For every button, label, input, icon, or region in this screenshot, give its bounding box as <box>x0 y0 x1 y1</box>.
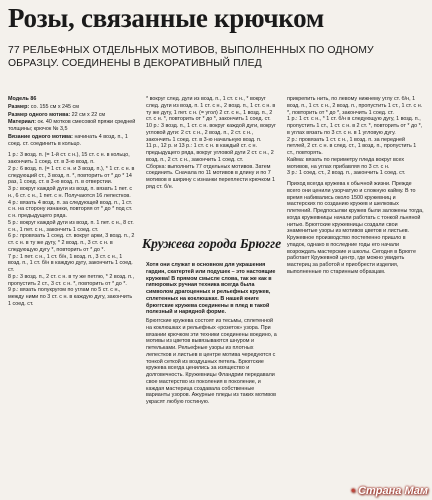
pattern-row: 6 р.: провязать 1 соед. ст. вокруг арки, 3 возд. п., 2 ст. с н. в ту же дугу, * 2 возд. п., 3 ст. с н. в следующую дугу *, повторить от * до *. <box>8 233 135 253</box>
pattern-row: 8 р.: 3 возд. п., 2 ст. с н. в ту же петлю, * 2 возд. п., пропустить 2 ст., 3 ст. с н. *, повторить от * до *. <box>8 273 135 287</box>
section-title-bruges: Кружева города Брюгге <box>142 236 282 251</box>
section-body: Брюггские кружева состоят из тесьмы, сплетенной на коклюшках и рельефных «розеток» узора. При вязании крючком эти техники соединены воедино, а мотивы из цветов вывязываются шнуром и петельками. Рельефные узоры из плотных лепестков и листьев в центре мотива чередуются с тонкой сеткой из воздушных петель. Брюггские кружева всегда ценились за изящество и долговечность. Кружевницы Фландрии передавали свое мастерство из поколения в поколение, и каждая мастерица создавала собственные варианты узоров. Ажурные пледы из таких мотивов украсят любую гостиную. <box>146 318 277 405</box>
page-title: Розы, связанные крючком <box>8 3 324 33</box>
pattern-row: 11 р., 12 р. и 13 р.: 1 ст. с н. в каждый ст. с н. предыдущего ряда, вокруг угловой дуги 2 ст. с н., 2 возд. п., 2 ст. с н., закончить 1 соед. ст. <box>146 143 274 163</box>
spec-item: Материал: ок. 40 мотков смесовой пряжи средней толщины; крючок № 3,5 <box>8 119 136 132</box>
pattern-row: 10 р.: 3 возд. п., 1 ст. с н. вокруг каждой дуги, вокруг угловой дуги: 2 ст. с н., 2 возд. п., 2 ст. с н., закончить 1 соед. ст. в 3-ю начальную возд. п. <box>146 123 276 143</box>
pattern-row: 2 р.: провязать 1 ст. с н., 1 возд. п. за передней петлей, 2 ст. с н. в след. ст., 1 возд. п., пропустить 1 ст., повторять. <box>287 136 417 156</box>
pattern-row: 7 р.: 1 пет. с н., 1 ст. б/н, 1 возд. п., 3 ст. с н., 1 возд. п., 1 ст. б/н в каждую дугу, закончить 1 соед. ст. <box>8 253 133 273</box>
pattern-row: 2 р.: 6 возд. п. (= 1 ст. с н. и 3 возд. п.), * 1 ст. с н. в следующий ст., 3 возд. п. *, повторить от * до * 14 раз, 1 соед. ст. в 3-ю возд. п. в отверстии. <box>8 165 135 186</box>
spec-item: Вязание одного мотива: начинать 4 возд. п., 1 соед. ст. соединить в кольцо. <box>8 133 128 147</box>
pattern-row: 3 р.: вокруг каждой дуги из возд. п. вязать 1 пет. с н., 6 ст. с н., 1 пет. с н. Получаются 16 лепестков. <box>8 186 133 199</box>
article-text: Приход всегда кружева к обычной жизни. Прежде всего они ценили узорчатую и сложную кайму. В то время набивались около 1500 кружевниц и мастерских по созданию кружев и шелковых плетений. Предпосылки кружев были заложены тогда, когда кружевницы начали работать с тонкой льняной нитью. Брюггские кружевницы создали свои знаменитые узоры из мотивов цветов и листьев. Кружевное производство постепенно пришло в упадок, однако в последние годы его начали возрождать мастерские и школы. Сегодня в Брюгге работает Кружевной центр, где можно увидеть мастериц за работой и приобрести изделия, выполненные по старинным образцам. <box>287 181 424 275</box>
spec-item: Модель 86 <box>8 96 37 102</box>
pattern-row: прикрепить нить, по левому нижнему углу ст. б/н, 1 возд. п., 1 ст. с н., 2 возд. п., пропустить 1 ст., 1 ст. с н. *, повторить от * до *, закончить 1 соед. ст. <box>287 96 423 116</box>
pattern-row: 5 р.: вокруг каждой дуги из возд. п. 1 пет. с н., 8 ст. с н., 1 пет. с н., закончить 1 соед. ст. <box>8 219 134 233</box>
pattern-row: 9 р.: вязать полукругом по углам по 5 ст. с н., между ними по 3 ст. с н. в каждую дугу, закончить 1 соед. ст. <box>8 287 133 307</box>
assembly-text: Сборка: выполнить 77 отдельных мотивов. Затем соединить. Сначала по 11 мотивов в длину и по 7 мотивов в ширину с изнанки переплести крючком 1 ряд ст. б/н. <box>146 163 275 190</box>
pattern-row: Кайма: вязать по периметру пледа вокруг всех мотивов, на углах прибавляя по 3 ст. с н. <box>287 156 405 170</box>
spec-item: Размер: со. 155 см x 245 см <box>8 103 79 110</box>
page-subtitle: 77 РЕЛЬЕФНЫХ ОТДЕЛЬНЫХ МОТИВОВ, ВЫПОЛНЕННЫХ ПО ОДНОМУ ОБРАЗЦУ. СОЕДИНЕНЫ В ДЕКОРАТИВНЫЙ ПЛЕД <box>8 45 374 69</box>
pattern-row: * вокруг след. дуги из возд. п., 1 ст. с н., * вокруг след. дуги из возд. п. 1 ст. с н., 2 возд. п., 1 ст. с н. в ту же дугу, 1 пет. с н. (= угол) 2 ст. с н., 1 возд. п., 2 ст. с н. *, повторить от * до *, закончить 1 соед. ст. <box>146 96 276 123</box>
section-intro: Хотя они служат в основном для украшения гардин, скатертей или подушек – это настоящие кружева! В прямом смысле слова, так же как в гипюровых ручная техника всегда была символом драгоценных и рельефных кружев, сплетенных на коклюшках. В нашей книге брюггские кружева соединены в плед в такой полезный и нарядной форме. <box>146 262 276 314</box>
pattern-row: 3 р.: 1 соед. ст., 2 возд. п., закончить 1 соед. ст. <box>287 170 406 177</box>
pattern-row: 1 р.: 1 ст. с н., * 1 ст. б/н в следующую дугу, 1 возд. п., пропустить 1 ст., 1 ст. с н. в 2 ст. *, повторить от * до *, в углах вязать по 3 ст. с н. в 1 угловую дугу. <box>287 116 423 136</box>
spec-item: Размер одного мотива: 22 см x 22 см <box>8 111 106 118</box>
pattern-column-2 <box>146 96 278 228</box>
site-watermark: • Страна Мам <box>351 485 428 497</box>
pattern-column-1 <box>8 96 136 496</box>
pattern-row: 1 р.: 3 возд. п. (= 1-й ст. с н.), 15 ст. с н. в кольцо, закончить 1 соед. ст. в 3-ю возд. п. <box>8 152 130 165</box>
pattern-row: 4 р.: вязать 4 возд. п. за следующей возд. п., 1 ст. с н. на сторону изнанки, повторяя от * до * под ст. с н. предыдущего ряда. <box>8 199 133 219</box>
specs-block <box>8 96 136 147</box>
pattern-column-3 <box>287 96 425 496</box>
